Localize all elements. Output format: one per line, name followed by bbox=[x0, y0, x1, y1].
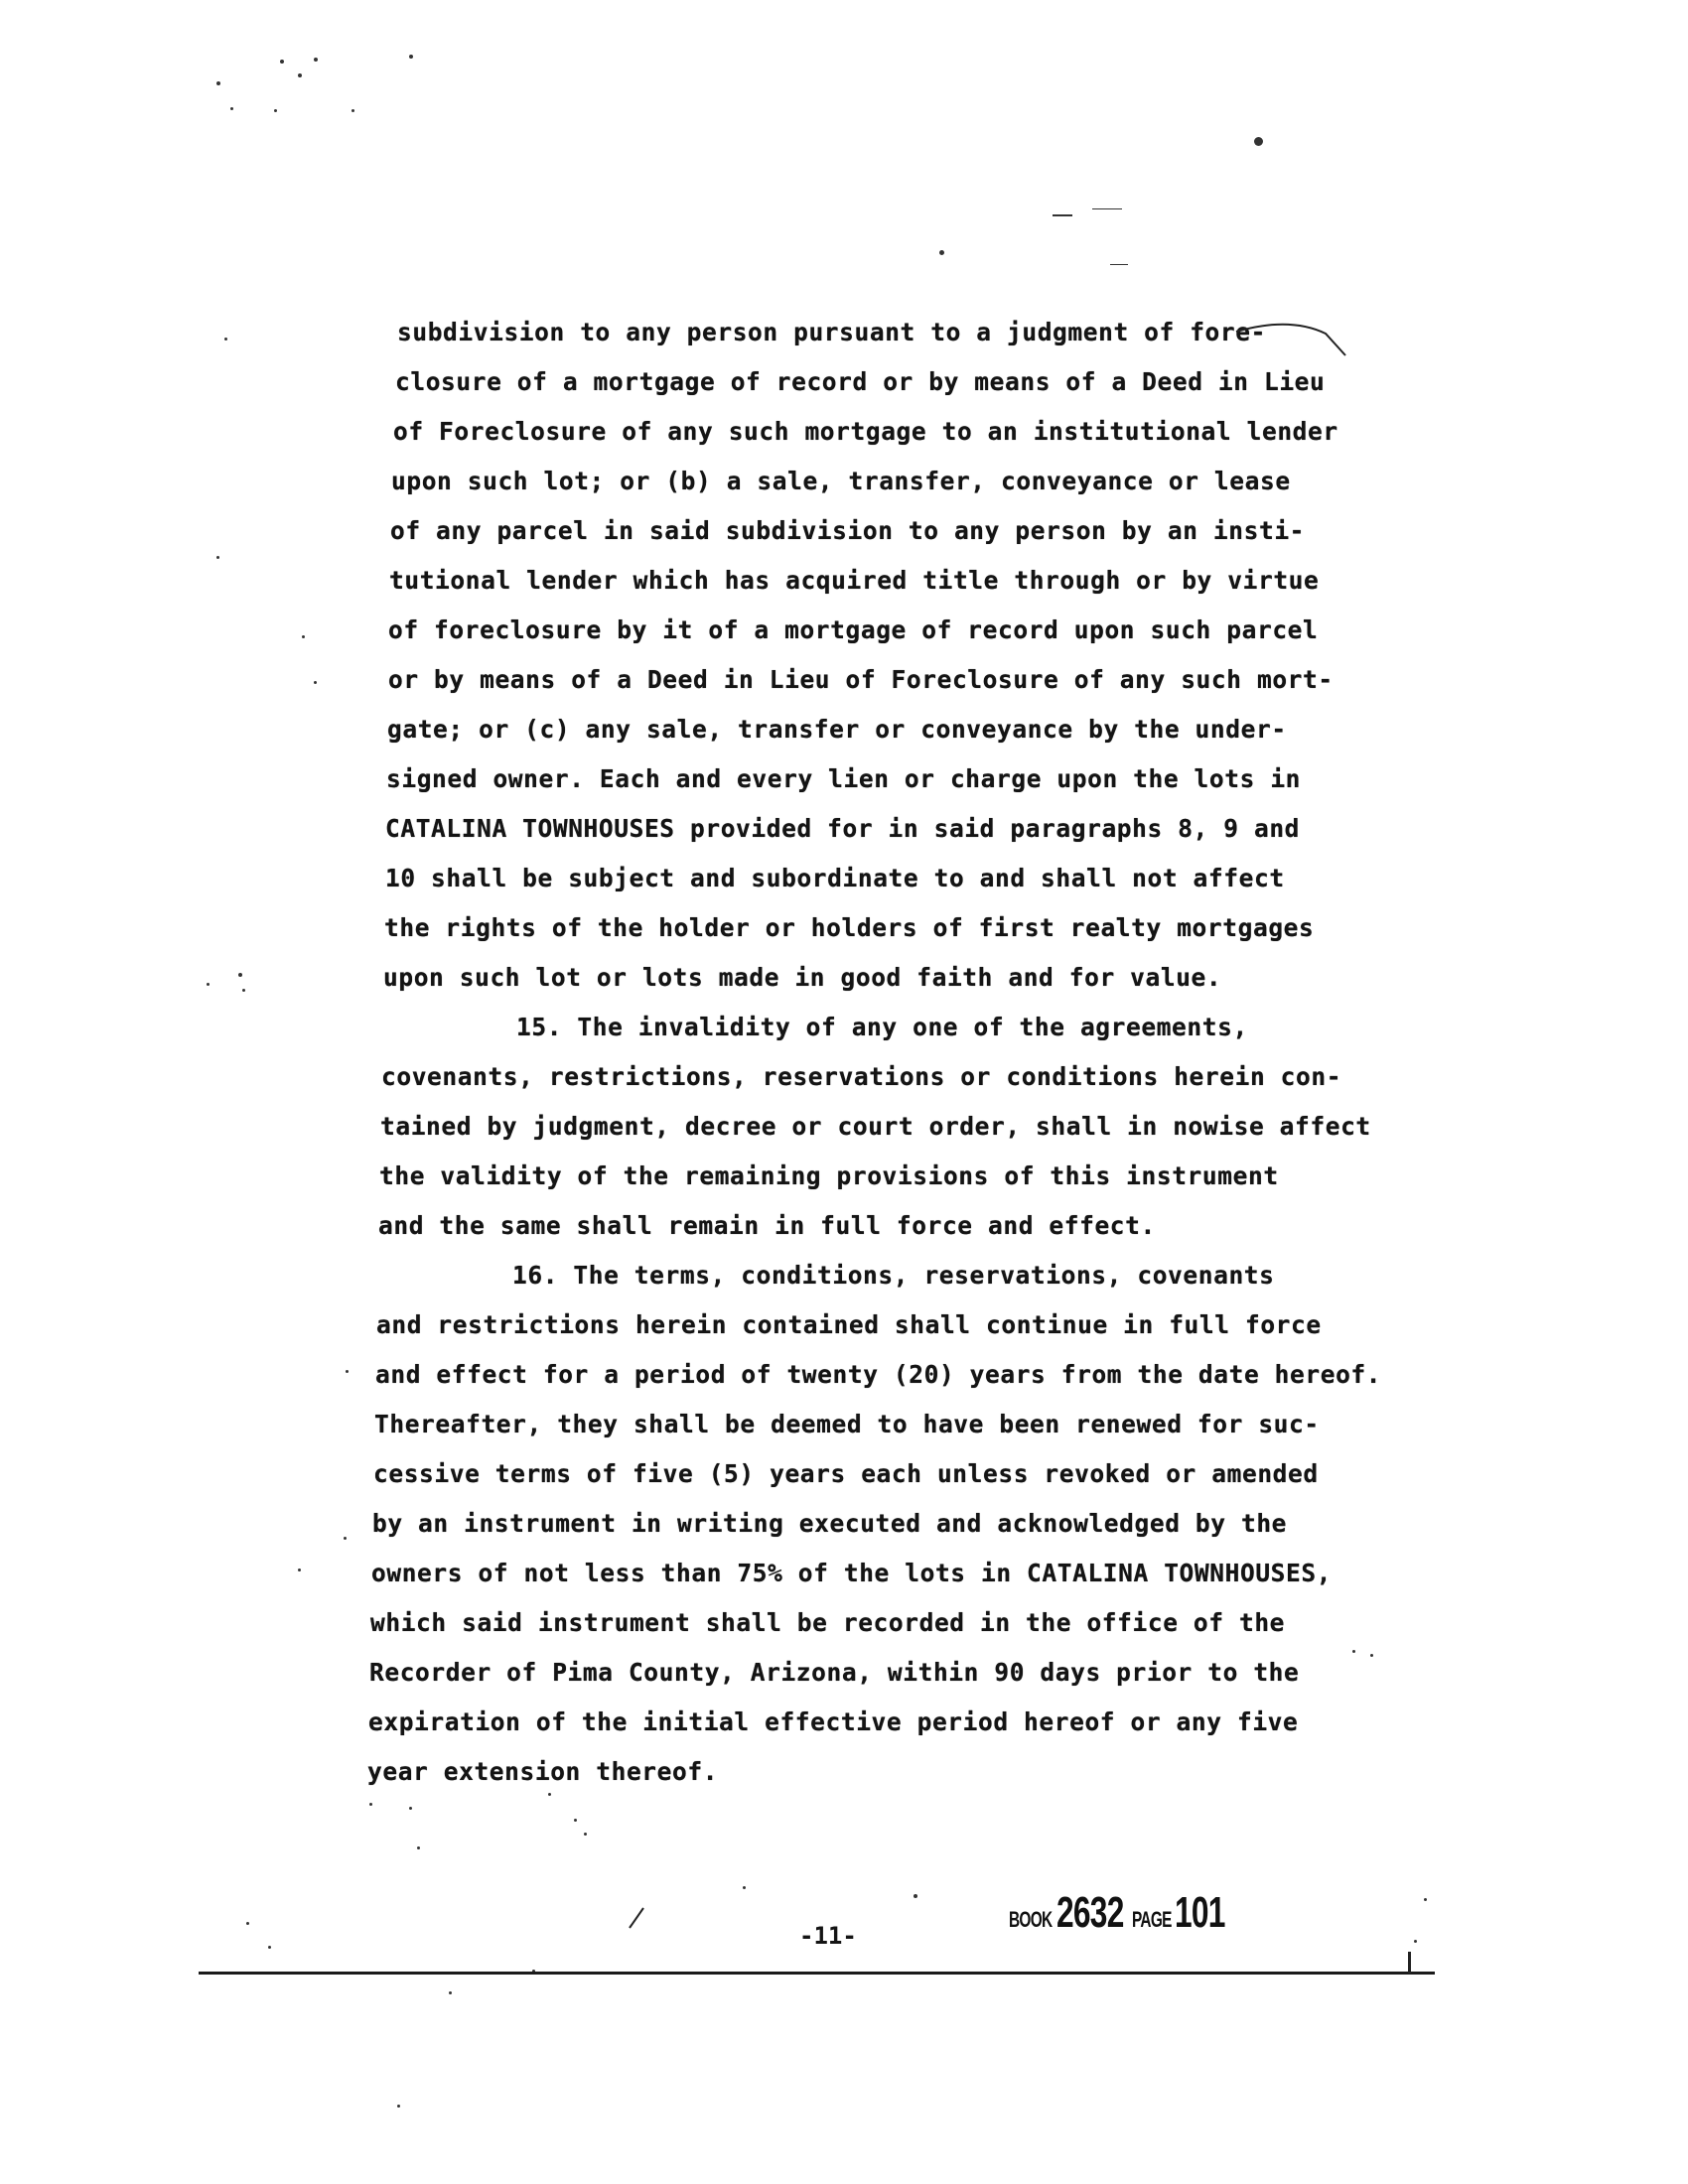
book-label: BOOK bbox=[1009, 1907, 1053, 1932]
text-line: the rights of the holder or holders of first realty mortgages bbox=[384, 913, 1315, 942]
text-line: and restrictions herein contained shall continue in full force bbox=[376, 1310, 1322, 1339]
text-line: of foreclosure by it of a mortgage of record upon such parcel bbox=[388, 615, 1319, 644]
text-line: 10 shall be subject and subordinate to and shall not affect bbox=[385, 864, 1285, 892]
text-line: of Foreclosure of any such mortgage to an institutional lender bbox=[393, 417, 1338, 446]
text-line: cessive terms of five (5) years each unless revoked or amended bbox=[373, 1459, 1319, 1488]
text-line: and effect for a period of twenty (20) years from the date hereof. bbox=[375, 1360, 1382, 1389]
text-line: the validity of the remaining provisions of this instrument bbox=[379, 1161, 1279, 1190]
text-line: Thereafter, they shall be deemed to have been renewed for suc- bbox=[374, 1410, 1320, 1438]
text-line: CATALINA TOWNHOUSES provided for in said paragraphs 8, 9 and bbox=[385, 814, 1301, 843]
text-line: and the same shall remain in full force and effect. bbox=[378, 1211, 1156, 1240]
text-line: expiration of the initial effective period hereof or any five bbox=[368, 1707, 1299, 1736]
text-line: Recorder of Pima County, Arizona, within 90 days prior to the bbox=[369, 1658, 1300, 1687]
text-line: closure of a mortgage of record or by means of a Deed in Lieu bbox=[395, 367, 1326, 396]
book-page-stamp bbox=[1009, 1888, 1267, 1948]
text-line: or by means of a Deed in Lieu of Foreclosure of any such mort- bbox=[388, 665, 1334, 694]
text-line: upon such lot or lots made in good faith and for value. bbox=[383, 963, 1222, 992]
text-line: signed owner. Each and every lien or charge upon the lots in bbox=[386, 764, 1302, 793]
text-line: which said instrument shall be recorded in the office of the bbox=[370, 1608, 1286, 1637]
page-number: -11- bbox=[799, 1922, 857, 1950]
text-line: owners of not less than 75% of the lots in CATALINA TOWNHOUSES, bbox=[371, 1559, 1333, 1587]
bottom-rule bbox=[199, 1972, 1435, 1975]
book-number: 2632 bbox=[1056, 1888, 1124, 1937]
text-line: year extension thereof. bbox=[367, 1757, 719, 1786]
pen-stroke-mark bbox=[626, 1904, 649, 1932]
text-line: of any parcel in said subdivision to any person by an insti- bbox=[390, 516, 1306, 545]
paragraph-15-start: 15. The invalidity of any one of the agreements, bbox=[516, 1013, 1248, 1041]
text-line: upon such lot; or (b) a sale, transfer, conveyance or lease bbox=[391, 467, 1291, 495]
text-line: by an instrument in writing executed and acknowledged by the bbox=[372, 1509, 1288, 1538]
stamp-page-number: 101 bbox=[1174, 1888, 1225, 1937]
pen-flourish-mark bbox=[1231, 316, 1350, 365]
paragraph-16-start: 16. The terms, conditions, reservations, covenants bbox=[512, 1261, 1275, 1290]
bottom-rule-tick bbox=[1408, 1952, 1411, 1974]
page-label: PAGE bbox=[1131, 1907, 1172, 1932]
text-line: gate; or (c) any sale, transfer or conveyance by the under- bbox=[387, 715, 1287, 744]
text-line: tutional lender which has acquired title through or by virtue bbox=[389, 566, 1320, 595]
text-line: covenants, restrictions, reservations or conditions herein con- bbox=[381, 1062, 1342, 1091]
text-line: tained by judgment, decree or court order, shall in nowise affect bbox=[380, 1112, 1371, 1141]
text-line: subdivision to any person pursuant to a judgment of fore- bbox=[397, 318, 1266, 346]
